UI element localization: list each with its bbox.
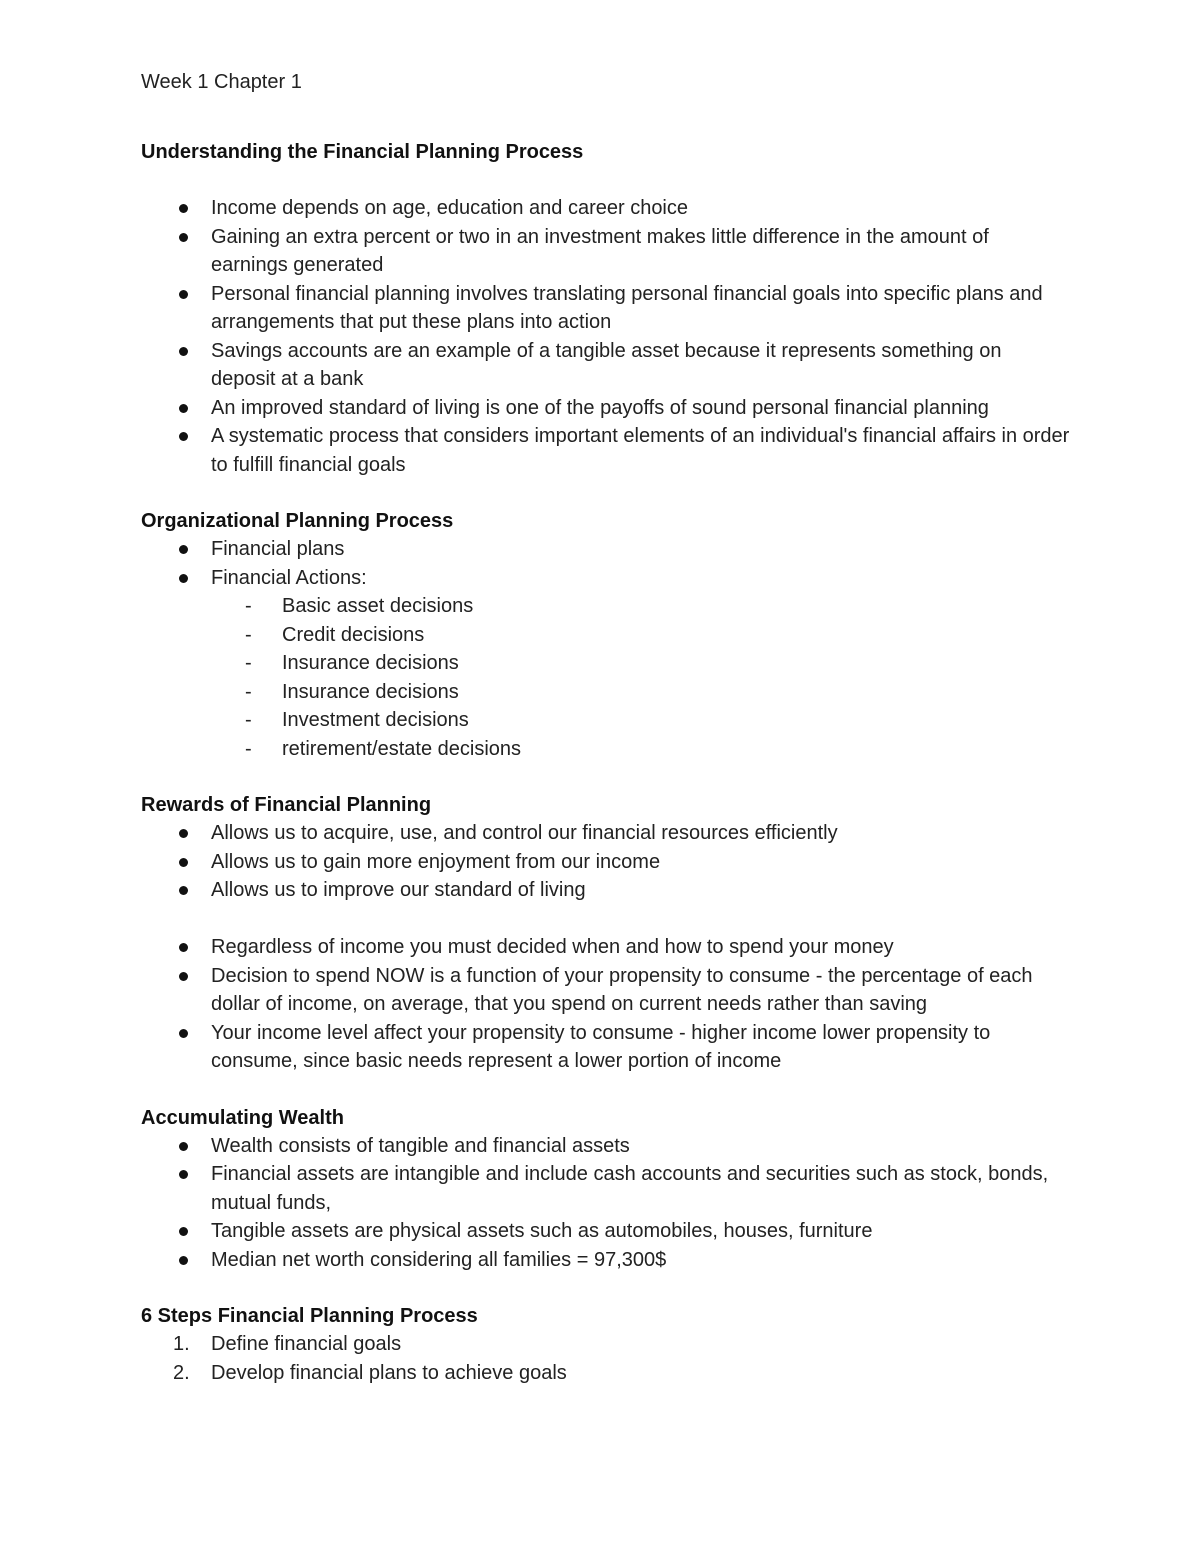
list-item — [141, 876, 1071, 905]
rewards-bullet-list — [141, 819, 1071, 905]
list-item — [141, 280, 1071, 337]
document-page — [141, 68, 1071, 1387]
dash-icon: - — [245, 623, 252, 646]
list-item — [141, 223, 1071, 280]
item-number: 2. — [173, 1361, 190, 1384]
list-item — [141, 933, 1071, 962]
sublist-item-text: retirement/estate decisions — [282, 737, 522, 760]
sublist-item — [141, 621, 1071, 650]
spacer — [141, 763, 1071, 791]
list-item-text: Tangible assets are physical assets such as automobiles, houses, furniture — [211, 1220, 873, 1242]
list-item-text: Wealth consists of tangible and financial assets — [211, 1134, 630, 1157]
bullet-icon — [179, 432, 188, 441]
section-heading-steps: 6 Steps Financial Planning Process — [141, 1305, 478, 1327]
spacer — [141, 1076, 1071, 1104]
list-item — [141, 535, 1071, 564]
sublist-item-text: Basic asset decisions — [282, 595, 474, 617]
list-item — [141, 194, 1071, 223]
steps-numbered-list — [141, 1330, 1071, 1387]
list-item — [141, 422, 1071, 479]
bullet-icon — [179, 858, 188, 867]
list-item-text: An improved standard of living is one of the payoffs of sound personal financial planning — [211, 396, 989, 419]
numbered-item — [141, 1330, 1071, 1359]
spacer — [141, 905, 1071, 934]
sublist-item — [141, 678, 1071, 707]
sublist-item-text: Insurance decisions — [282, 680, 459, 703]
bullet-icon — [179, 943, 188, 952]
bullet-icon — [179, 829, 188, 838]
item-number: 1. — [173, 1333, 190, 1355]
section-heading-rewards: Rewards of Financial Planning — [141, 794, 432, 816]
list-item-text: Decision to spend NOW is a function of your propensity to consume - the percentage of each dollar of income, on average, that you spend on current needs rather than saving — [211, 964, 1033, 1015]
numbered-item — [141, 1359, 1071, 1388]
list-item-text: Allows us to improve our standard of living — [211, 879, 586, 901]
list-item-text: Regardless of income you must decided when and how to spend your money — [211, 936, 894, 958]
list-item — [141, 1217, 1071, 1246]
list-item-text: Personal financial planning involves translating personal financial goals into specific plans and arrangements that put these plans into action — [211, 282, 1043, 333]
dash-icon: - — [245, 709, 252, 731]
bullet-icon — [179, 545, 188, 554]
list-item-text: Financial plans — [211, 538, 345, 560]
rewards-bullet-list-continued — [141, 933, 1071, 1076]
bullet-icon — [179, 1170, 188, 1179]
sublist-item-text: Investment decisions — [282, 709, 469, 731]
list-item — [141, 962, 1071, 1019]
spacer — [141, 166, 1071, 194]
list-item-text: Financial Actions: — [211, 566, 367, 589]
bullet-icon — [179, 1227, 188, 1236]
spacer — [141, 1274, 1071, 1302]
numbered-item-text: Develop financial plans to achieve goals — [211, 1361, 567, 1384]
spacer — [141, 479, 1071, 507]
bullet-icon — [179, 574, 188, 583]
list-item-text: Your income level affect your propensity to consume - higher income lower propensity to consume, since basic needs represent a lower portion of income — [211, 1021, 991, 1072]
dash-icon: - — [245, 652, 252, 674]
list-item-text: Allows us to acquire, use, and control our financial resources efficiently — [211, 822, 838, 844]
list-item-text: Income depends on age, education and career choice — [211, 197, 689, 219]
bullet-icon — [179, 233, 188, 242]
bullet-icon — [179, 1256, 188, 1265]
numbered-item-text: Define financial goals — [211, 1333, 402, 1355]
bullet-icon — [179, 347, 188, 356]
bullet-icon — [179, 1142, 188, 1151]
list-item-text: Median net worth considering all families = 97,300$ — [211, 1248, 667, 1271]
bullet-icon — [179, 404, 188, 413]
bullet-icon — [179, 886, 188, 895]
understanding-bullet-list — [141, 194, 1071, 479]
list-item — [141, 819, 1071, 848]
sublist-item — [141, 735, 1071, 764]
bullet-icon — [179, 1029, 188, 1038]
list-item-text: Savings accounts are an example of a tangible asset because it represents something on deposit at a bank — [211, 339, 1002, 390]
financial-actions-sublist — [141, 592, 1071, 763]
section-heading-organizational: Organizational Planning Process — [141, 510, 454, 532]
list-item-text: A systematic process that considers important elements of an individual's financial affairs in order to fulfill financial goals — [211, 425, 1070, 476]
list-item — [141, 1160, 1071, 1217]
sublist-item — [141, 649, 1071, 678]
list-item — [141, 1246, 1071, 1275]
organizational-bullet-list — [141, 535, 1071, 592]
list-item — [141, 337, 1071, 394]
bullet-icon — [179, 204, 188, 213]
bullet-icon — [179, 972, 188, 981]
wealth-bullet-list — [141, 1132, 1071, 1275]
list-item — [141, 1019, 1071, 1076]
list-item — [141, 848, 1071, 877]
list-item-text: Allows us to gain more enjoyment from our income — [211, 850, 661, 873]
list-item-text: Gaining an extra percent or two in an investment makes little difference in the amount of earnings generated — [211, 225, 989, 276]
bullet-icon — [179, 290, 188, 299]
sublist-item-text: Insurance decisions — [282, 652, 459, 674]
list-item — [141, 394, 1071, 423]
dash-icon: - — [245, 680, 252, 703]
sublist-item — [141, 706, 1071, 735]
document-title: Week 1 Chapter 1 — [141, 71, 302, 93]
list-item — [141, 564, 1071, 593]
list-item — [141, 1132, 1071, 1161]
list-item-text: Financial assets are intangible and include cash accounts and securities such as stock, bonds, mutual funds, — [211, 1163, 1049, 1214]
section-heading-understanding: Understanding the Financial Planning Process — [141, 141, 584, 163]
dash-icon: - — [245, 595, 252, 617]
dash-icon: - — [245, 737, 252, 760]
sublist-item-text: Credit decisions — [282, 623, 425, 646]
sublist-item — [141, 592, 1071, 621]
section-heading-wealth: Accumulating Wealth — [141, 1106, 344, 1129]
